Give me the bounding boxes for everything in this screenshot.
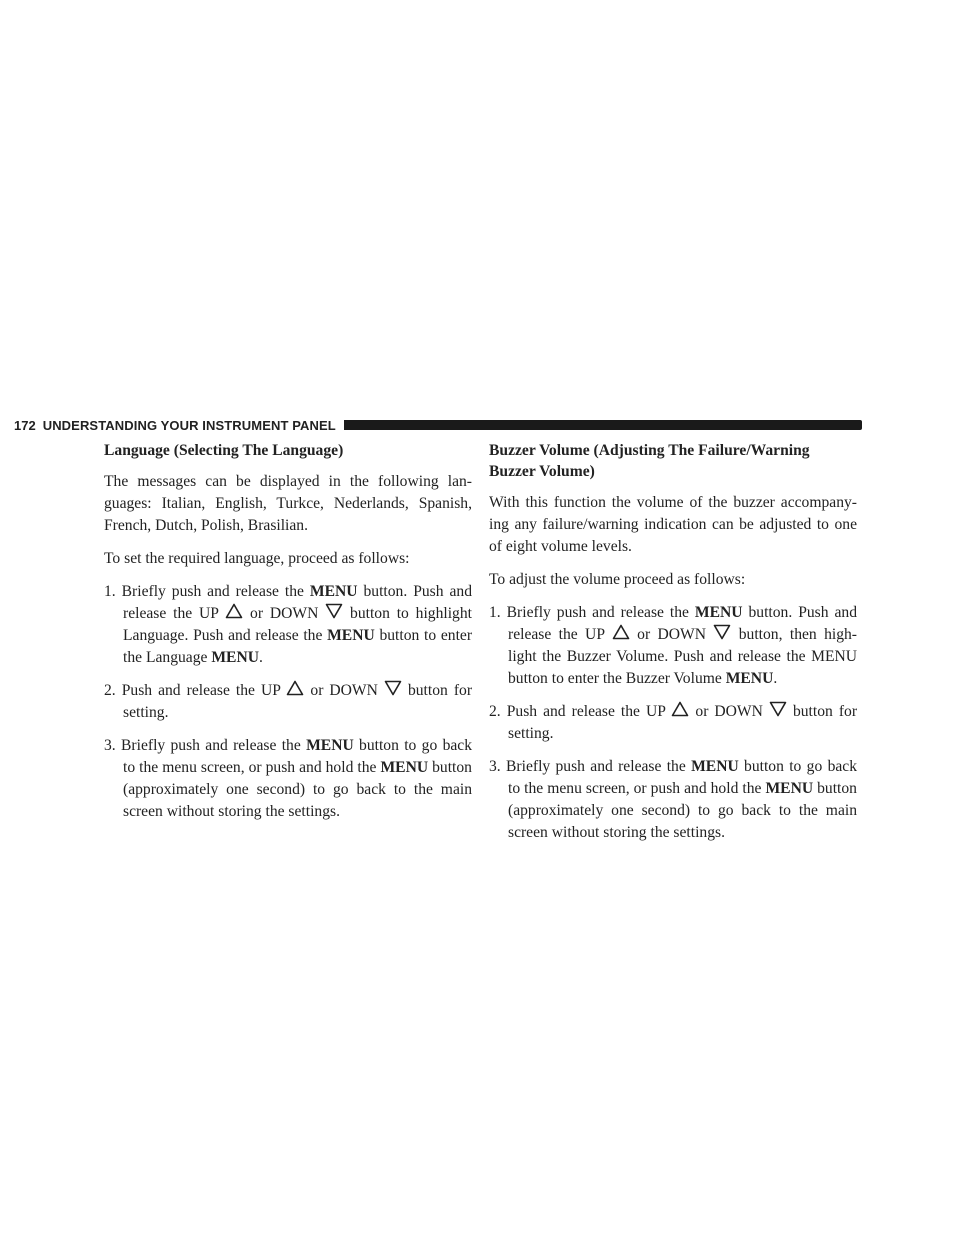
buzzer-heading: Buzzer Volume (Adjusting The Failure/Warning Buzzer Volume)	[489, 442, 810, 480]
section-title: UNDERSTANDING YOUR INSTRUMENT PANEL	[42, 417, 336, 433]
language-heading: Language (Selecting The Language)	[104, 442, 344, 459]
up-arrow-icon	[286, 680, 304, 696]
language-step-1: 1. Briefly push and release the MENU button. Push and release the UP or DOWN button to highlight Language. Push and release the MENU button to enter the Language MENU.	[104, 583, 473, 666]
buzzer-step-1: 1. Briefly push and release the MENU button. Push and release the UP or DOWN button, then high- light the Buzzer Volume. Push and release the MENU button to enter the Buzzer Volume MENU.	[489, 604, 857, 687]
buzzer-step-3: 3. Briefly push and release the MENU button to go back to the menu screen, or push and hold the MENU button (approximately one second) to go back to the main screen without storing the settings.	[489, 758, 858, 841]
down-arrow-icon	[384, 680, 402, 696]
buzzer-procedure-intro: To adjust the volume proceed as follows:	[489, 571, 746, 588]
buzzer-column	[489, 440, 857, 855]
buzzer-intro: With this function the volume of the buzzer accompany- ing any failure/warning indication can be adjusted to one of eight volume levels.	[489, 494, 857, 555]
down-arrow-icon	[769, 701, 787, 717]
buzzer-step-2: 2. Push and release the UP or DOWN button for setting.	[489, 703, 858, 742]
language-procedure-intro: To set the required language, proceed as follows:	[104, 550, 410, 567]
up-arrow-icon	[612, 624, 630, 640]
down-arrow-icon	[325, 603, 343, 619]
page-number: 172	[14, 417, 36, 433]
language-step-2: 2. Push and release the UP or DOWN button for setting.	[104, 682, 473, 721]
up-arrow-icon	[671, 701, 689, 717]
page-header	[14, 417, 862, 433]
language-step-3: 3. Briefly push and release the MENU button to go back to the menu screen, or push and hold the MENU button (approximately one second) to go back to the main screen without storing the settings.	[104, 737, 473, 820]
buzzer-steps	[489, 602, 857, 844]
language-intro: The messages can be displayed in the following lan- guages: Italian, English, Turkce, Nederlands, Spanish, French, Dutch, Polish, Brasilian.	[104, 473, 472, 534]
down-arrow-icon	[713, 624, 731, 640]
up-arrow-icon	[225, 603, 243, 619]
header-rule	[344, 420, 862, 430]
language-column	[104, 440, 472, 834]
language-steps	[104, 581, 472, 823]
